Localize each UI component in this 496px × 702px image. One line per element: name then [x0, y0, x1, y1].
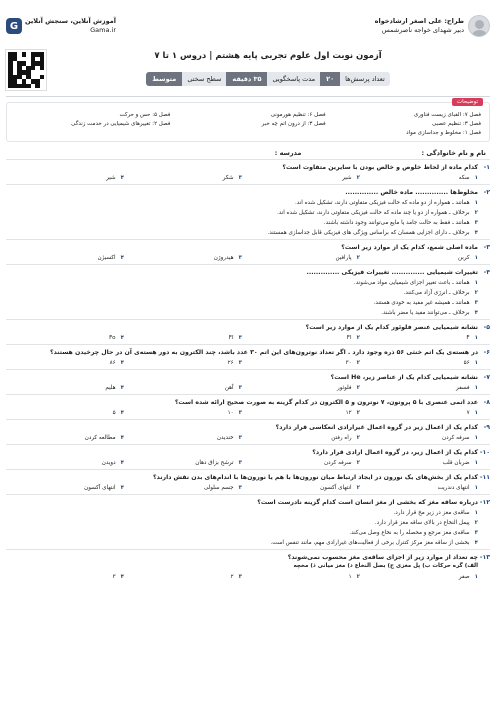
question-stem: [6, 348, 490, 357]
question-item: [6, 344, 490, 369]
option-text: انتهای آکسون: [84, 485, 116, 491]
answer-option[interactable]: [360, 459, 478, 467]
avatar: [468, 15, 490, 37]
answer-option[interactable]: [360, 573, 478, 581]
option-text: ۳: [112, 574, 116, 580]
option-number: ۱: [474, 255, 478, 261]
answer-option[interactable]: [360, 384, 478, 392]
brand[interactable]: [6, 17, 116, 35]
option-number: ۴: [120, 574, 124, 580]
answer-option[interactable]: [6, 509, 478, 517]
option-number: ۱: [474, 385, 478, 391]
question-item: [6, 419, 490, 444]
question-number: ۱۲-: [479, 499, 490, 506]
option-text: سرفه کردن: [442, 435, 470, 441]
question-item: [6, 264, 490, 319]
option-number: ۴: [474, 230, 478, 236]
option-number: ۱: [474, 200, 478, 206]
answer-option[interactable]: [124, 459, 242, 467]
answer-options: [6, 359, 490, 367]
answer-option[interactable]: [6, 309, 478, 317]
answer-option[interactable]: [6, 289, 478, 297]
question-text: تغییرات شیمیایی .............. تغییرات فیزیکی ..............: [306, 269, 478, 276]
answer-option[interactable]: [6, 529, 478, 537]
answer-options: [6, 254, 490, 262]
option-text: آهن: [224, 385, 234, 391]
answer-option[interactable]: [124, 409, 242, 417]
answer-option[interactable]: [360, 434, 478, 442]
question-text: در هسته‌ی یک اتم خنثی ۵۶ ذره وجود دارد . اگر تعداد نوترون‌های این اتم ۳۰ عدد باشد، چند الکترون به دور هسته‌ی آن در حال چرخیدن هستند؟: [50, 349, 478, 356]
option-number: ۲: [356, 410, 360, 416]
option-text: هلیم: [105, 385, 116, 391]
option-text: پیمل النخاع در بالای ساقه مغز قرار دارد.: [374, 520, 470, 526]
question-item: [6, 444, 490, 469]
option-text: ۲۶: [227, 360, 234, 366]
answer-options: [6, 174, 490, 182]
option-text: برخلاف ـ دارای اجزایی همسان که براساس ویژگی های فیزیکی قابل جداسازی همستند.: [267, 230, 470, 236]
answer-option[interactable]: [242, 409, 360, 417]
answer-option[interactable]: [242, 573, 360, 581]
answer-option[interactable]: [242, 254, 360, 262]
answer-option[interactable]: [124, 174, 242, 182]
option-text: ۱: [348, 574, 352, 580]
option-number: ۱: [474, 435, 478, 441]
question-number: ۷-: [483, 374, 490, 381]
option-text: شکر: [222, 175, 234, 181]
option-number: ۲: [356, 485, 360, 491]
answer-option[interactable]: [6, 174, 124, 182]
option-number: ۳: [238, 485, 242, 491]
question-number: ۱۳-: [479, 554, 490, 561]
brand-logo-icon: G: [6, 18, 22, 34]
option-text: همانند ـ همیشه غیر مفید به خودی هستند.: [373, 300, 470, 306]
option-number: ۲: [356, 385, 360, 391]
student-info: [10, 149, 486, 157]
question-text: چه تعداد از موارد زیر از اجزای ساقه‌ی مغز محسوب نمی‌شوند؟: [287, 554, 478, 561]
answer-option[interactable]: [6, 229, 478, 237]
option-number: ۳: [474, 530, 478, 536]
answer-option[interactable]: [124, 334, 242, 342]
exam-title: آزمون نوبت اول علوم تجربی پایه هشتم | دروس ۱ تا ۷: [154, 51, 382, 61]
question-stem: [6, 243, 490, 252]
option-text: ساقه‌ی مغز مرجع و محصله را به نخاع وصل می‌کند.: [349, 530, 470, 536]
answer-options: [6, 509, 490, 547]
option-text: ۵: [112, 410, 116, 416]
question-stem: [6, 323, 490, 332]
qr-code-icon[interactable]: [6, 50, 46, 90]
answer-options: [6, 384, 490, 392]
option-text: همانند ـ همواره از دو ماده که حالت فیزیکی متفاوتی دارند، تشکیل شده اند.: [295, 200, 470, 206]
question-stem: [6, 268, 490, 277]
answer-options: [6, 279, 490, 317]
answer-option[interactable]: [124, 359, 242, 367]
option-text: برخلاف ـ می‌توانند مفید یا مضر باشند.: [381, 310, 470, 316]
answer-option[interactable]: [242, 359, 360, 367]
answer-option[interactable]: [6, 573, 124, 581]
option-text: فسفر: [455, 385, 470, 391]
answer-option[interactable]: [242, 434, 360, 442]
question-count: تعداد پرسش‌ها ۲۰: [320, 72, 390, 86]
option-text: F: [466, 335, 470, 341]
question-item: [6, 184, 490, 239]
option-number: ۳: [238, 574, 242, 580]
answer-option[interactable]: [124, 484, 242, 492]
question-number: ۱۱-: [479, 474, 490, 481]
option-number: ۲: [356, 460, 360, 466]
option-text: پارافین: [335, 255, 352, 261]
option-number: ۳: [238, 410, 242, 416]
question-stem: [6, 163, 490, 172]
answer-option[interactable]: [6, 434, 124, 442]
option-text: شیر: [342, 175, 352, 181]
designer-name: طراح: علی اصغر ارشادخواه: [374, 17, 464, 25]
answer-option[interactable]: [124, 434, 242, 442]
option-text: سکه: [458, 175, 470, 181]
option-number: ۴: [120, 410, 124, 416]
option-text: ۱۰: [227, 410, 234, 416]
question-stem: [6, 498, 490, 507]
answer-option[interactable]: [242, 334, 360, 342]
brand-site: Gama.ir: [90, 26, 117, 34]
answer-option[interactable]: [6, 519, 478, 527]
option-text: ۲: [230, 574, 234, 580]
answer-option[interactable]: [242, 459, 360, 467]
answer-option[interactable]: [6, 219, 478, 227]
option-number: ۳: [238, 335, 242, 341]
option-number: ۴: [120, 435, 124, 441]
question-text: کدام یک از اعمال زیر، در گروه اعمال ارادی قرار دارد؟: [312, 449, 478, 456]
topics-box: [6, 99, 490, 142]
question-item: [6, 369, 490, 394]
answer-time: مدت پاسخگویی ۳۵ دقیقه: [226, 72, 320, 86]
answer-option[interactable]: [124, 254, 242, 262]
option-text: شیر: [106, 175, 116, 181]
option-number: ۴: [120, 175, 124, 181]
question-item: [6, 469, 490, 494]
answer-options: [6, 459, 490, 467]
answer-option[interactable]: [242, 484, 360, 492]
topic-item: فصل ۱: مخلوط و جداسازی مواد: [406, 130, 481, 136]
topic-item: فصل ۳: تنظیم عصبی: [432, 121, 481, 127]
option-number: ۳: [474, 220, 478, 226]
question-number: ۱-: [483, 164, 490, 171]
question-text: عدد اتمی عنصری با ۵ پروتون، ۷ نوترون و ۵ الکترون در کدام گزینه به صورت صحیح ارائه شده است؟: [174, 399, 478, 406]
option-number: ۴: [120, 485, 124, 491]
answer-options: [6, 484, 490, 492]
question-number: ۵-: [483, 324, 490, 331]
question-item: [6, 159, 490, 184]
option-text: ۵۶: [463, 360, 470, 366]
question-number: ۹-: [483, 424, 490, 431]
school-field[interactable]: مدرسه :: [274, 149, 302, 157]
topic-item: فصل ۲: تغییرهای شیمیایی در خدمت زندگی: [71, 121, 171, 127]
option-number: ۳: [474, 300, 478, 306]
option-text: ضربان قلب: [442, 460, 470, 466]
option-text: برخلاف ـ همواره از دو یا چند ماده که حالت فیزیکی متفاوتی دارند، تشکیل شده اند.: [276, 210, 470, 216]
option-number: ۳: [238, 460, 242, 466]
answer-option[interactable]: [6, 334, 124, 342]
option-text: بخشی از ساقه مغز مرکز کنترل برخی از فعالیت‌های غیرارادی مهم، مانند تنفس است.: [270, 540, 470, 546]
topic-item: فصل ۵: حس و حرکت: [119, 112, 171, 118]
question-stem: [6, 188, 490, 197]
option-number: ۲: [356, 360, 360, 366]
answer-option[interactable]: [242, 174, 360, 182]
option-text: ۱۲: [345, 410, 352, 416]
option-number: ۱: [474, 574, 478, 580]
topic-item: فصل ۳: از درون اتم چه خبر: [261, 121, 326, 127]
option-text: ۷: [466, 410, 470, 416]
option-text: فلوئور: [337, 385, 352, 391]
answer-option[interactable]: [6, 359, 124, 367]
difficulty-level: سطح سختی متوسط: [146, 72, 226, 86]
answer-option[interactable]: [360, 254, 478, 262]
option-text: Fl: [346, 335, 352, 341]
answer-options: [6, 334, 490, 342]
option-number: ۲: [356, 255, 360, 261]
question-text: نشانه شیمیایی کدام یک از عناصر زیر، He است؟: [330, 374, 478, 381]
question-number: ۶-: [483, 349, 490, 356]
option-number: ۲: [356, 175, 360, 181]
option-number: ۳: [238, 255, 242, 261]
option-number: ۲: [474, 210, 478, 216]
answer-option[interactable]: [6, 279, 478, 287]
question-item: [6, 239, 490, 264]
option-number: ۴: [120, 335, 124, 341]
option-text: انتهای دندریت: [437, 485, 470, 491]
question-text: ماده اصلی شمع، کدام یک از موارد زیر است؟: [341, 244, 478, 251]
answer-option[interactable]: [360, 174, 478, 182]
answer-option[interactable]: [6, 199, 478, 207]
question-stem: [6, 398, 490, 407]
option-text: مطالعه کردن: [84, 435, 116, 441]
answer-option[interactable]: [242, 384, 360, 392]
option-text: ۸۶: [109, 360, 116, 366]
question-text: نشانه شیمیایی عنصر فلوئور کدام یک از موارد زیر است؟: [305, 324, 478, 331]
question-item: [6, 494, 490, 549]
question-stem: [6, 423, 490, 432]
answer-options: [6, 199, 490, 237]
option-text: Fo: [109, 335, 116, 341]
question-number: ۳-: [483, 244, 490, 251]
option-text: ۳۰: [345, 360, 352, 366]
option-number: ۴: [120, 460, 124, 466]
option-number: ۱: [474, 335, 478, 341]
answer-option[interactable]: [6, 539, 478, 547]
question-stem: [6, 473, 490, 482]
option-text: جسم سلولی: [203, 485, 234, 491]
designer-info: [375, 15, 490, 37]
option-number: ۳: [238, 360, 242, 366]
option-text: اکسیژن: [97, 255, 116, 261]
question-text: کدام ماده از لحاظ خلوص و خالص بودن با سایرین متفاوت است؟: [282, 164, 478, 171]
topics-title: توضیحات: [452, 98, 483, 106]
answer-option[interactable]: [6, 409, 124, 417]
answer-option[interactable]: [360, 409, 478, 417]
topic-item: فصل ۷: الفبای زیست فناوری: [413, 112, 481, 118]
option-number: ۲: [474, 520, 478, 526]
option-text: سرفه کردن: [324, 460, 352, 466]
option-number: ۴: [120, 385, 124, 391]
answer-option[interactable]: [6, 459, 124, 467]
option-number: ۳: [238, 435, 242, 441]
option-text: Fl: [228, 335, 234, 341]
answer-option[interactable]: [360, 334, 478, 342]
option-number: ۳: [238, 175, 242, 181]
question-stem: [6, 373, 490, 382]
option-number: ۱: [474, 175, 478, 181]
option-number: ۴: [120, 255, 124, 261]
question-number: ۲-: [483, 189, 490, 196]
option-number: ۱: [474, 280, 478, 286]
question-text: کدام یک از اعمال زیر در گروه اعمال غیرارادی انعکاسی قرار دارد؟: [275, 424, 478, 431]
answer-option[interactable]: [6, 484, 124, 492]
designer-school: دبیر شهدای خواجه ناصرشمس: [381, 26, 464, 34]
question-number: ۱۰-: [479, 449, 490, 456]
option-number: ۲: [356, 574, 360, 580]
option-number: ۴: [120, 360, 124, 366]
question-item: [6, 319, 490, 344]
question-text: درباره ساقه مغز که بخشی از مغز انسان است کدام گزینه نادرست است؟: [257, 499, 478, 506]
top-header: [6, 4, 490, 48]
option-number: ۱: [474, 360, 478, 366]
option-number: ۴: [474, 310, 478, 316]
option-number: ۴: [474, 540, 478, 546]
answer-option[interactable]: [124, 573, 242, 581]
answer-option[interactable]: [360, 359, 478, 367]
question-item: [6, 394, 490, 419]
option-text: ترشح بزاق دهان: [195, 460, 234, 466]
option-text: دویدن: [101, 460, 116, 466]
title-row: [6, 50, 490, 90]
option-text: کربن: [458, 255, 470, 261]
question-text: مخلوط‌ها .............. ماده خالص ..............: [345, 189, 478, 196]
option-number: ۱: [474, 485, 478, 491]
answer-option[interactable]: [6, 209, 478, 217]
question-number: ۸-: [483, 399, 490, 406]
option-text: ساقه‌ی مغز در زیر مخ قرار دارد.: [393, 510, 470, 516]
student-name-field[interactable]: نام و نام خانوادگی :: [421, 149, 486, 157]
option-text: انتهای آکسون: [320, 485, 352, 491]
topics-grid: [15, 112, 481, 136]
answer-option[interactable]: [124, 384, 242, 392]
option-text: برخلاف ـ انرژی آزاد می‌کنند.: [403, 290, 470, 296]
question-number: ۴-: [483, 269, 490, 276]
answer-option[interactable]: [6, 254, 124, 262]
option-number: ۱: [474, 410, 478, 416]
option-text: همانند ـ باعث تغییر اجزای شیمیایی مواد می‌شوند.: [353, 280, 470, 286]
option-text: خندیدن: [216, 435, 234, 441]
exam-info-bar: [146, 72, 390, 86]
option-text: صفر: [458, 574, 470, 580]
question-list: [6, 159, 490, 583]
answer-option[interactable]: [360, 484, 478, 492]
answer-option[interactable]: [6, 299, 478, 307]
option-text: هیدروژن: [213, 255, 234, 261]
option-number: ۲: [356, 335, 360, 341]
answer-option[interactable]: [6, 384, 124, 392]
answer-options: [6, 409, 490, 417]
question-text: کدام یک از بخش‌های یک نورون در ایجاد ارتباط میان نورون‌ها با هم یا نورون‌ها با اندام‌های بدن نقش دارند؟: [153, 474, 478, 481]
question-sub-items: الف) گره حرکات ب) پل مغزی ج) بصل النخاع د) مغز میانی ذ) مخچه: [293, 563, 478, 569]
question-item: [6, 549, 490, 583]
question-stem: [6, 448, 490, 457]
divider: [6, 96, 490, 97]
option-text: همانند ـ فقط به حالت جامد یا مایع می‌توانند وجود داشته باشند.: [323, 220, 470, 226]
option-number: ۳: [238, 385, 242, 391]
answer-options: [6, 573, 490, 581]
brand-name: آموزش آنلاین، سنجش آنلاین: [25, 17, 117, 25]
topic-item: فصل ۶: تنظیم هورمونی: [270, 112, 326, 118]
question-stem: [6, 553, 490, 562]
option-number: ۲: [474, 290, 478, 296]
option-number: ۱: [474, 460, 478, 466]
option-text: راه رفتن: [331, 435, 352, 441]
answer-options: [6, 434, 490, 442]
option-number: ۲: [356, 435, 360, 441]
option-number: ۱: [474, 510, 478, 516]
